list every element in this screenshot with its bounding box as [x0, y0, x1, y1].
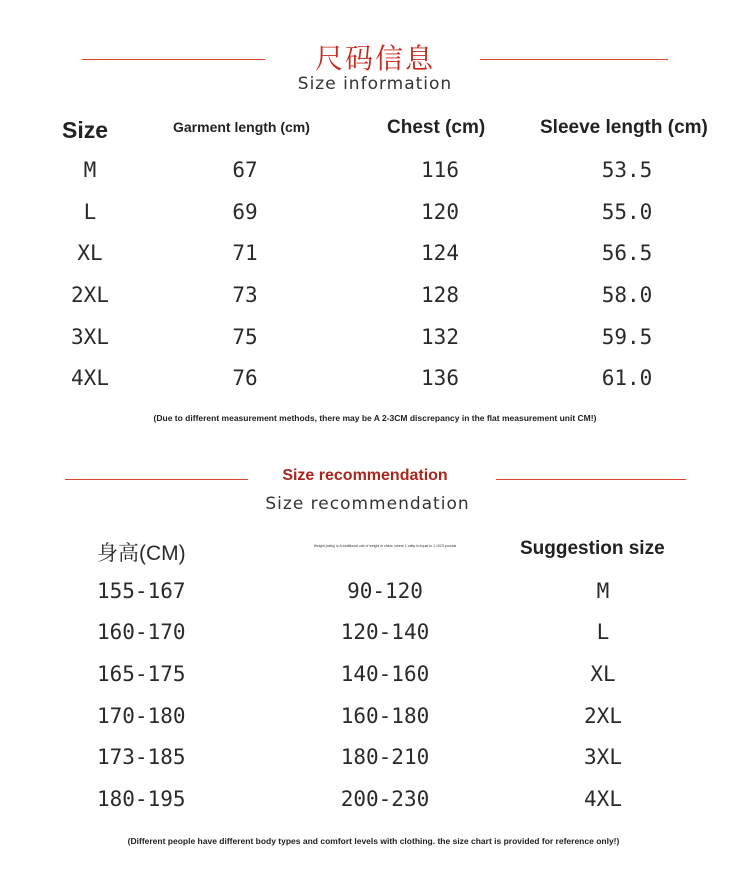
table-row-chest: 132 [421, 325, 459, 349]
header-suggestion-size: Suggestion size [520, 538, 665, 559]
table-row-chest: 116 [421, 158, 459, 182]
table-row-sleeve: 58.0 [601, 283, 653, 307]
header-garment-length: Garment length (cm) [173, 119, 310, 135]
header-height: 身高(CM) [97, 542, 186, 565]
table-row-length: 71 [232, 241, 258, 265]
table-row-sleeve: 56.5 [601, 241, 653, 265]
size-rec-title: Size recommendation [282, 467, 448, 484]
header-chest: Chest (cm) [387, 117, 486, 138]
measurement-note: (Due to different measurement methods, there may be A 2-3CM discrepancy in the flat measurement unit CM!) [153, 413, 597, 423]
table-row-sleeve: 53.5 [601, 158, 653, 182]
table-row-sleeve: 59.5 [601, 325, 653, 349]
table-row-size: M [83, 158, 97, 182]
reference-note: (Different people have different body types and comfort levels with clothing. the size chart is provided for reference only!) [127, 836, 620, 846]
table-row-size: XL [77, 241, 103, 265]
table-row-suggestion: 3XL [584, 745, 622, 769]
table-row-suggestion: M [596, 579, 610, 603]
table-row-weight: 160-180 [340, 704, 430, 728]
table-row-weight: 200-230 [340, 787, 430, 811]
table-row-suggestion: 4XL [584, 787, 622, 811]
table-row-size: L [83, 200, 97, 224]
table-row-length: 69 [232, 200, 258, 224]
table-row-suggestion: XL [590, 662, 616, 686]
table-row-weight: 180-210 [340, 745, 430, 769]
table-row-height: 155-167 [97, 579, 186, 603]
table-row-chest: 128 [421, 283, 459, 307]
table-row-height: 173-185 [97, 745, 186, 769]
table-row-chest: 136 [421, 366, 459, 390]
table-row-weight: 90-120 [347, 579, 423, 603]
table-row-height: 165-175 [97, 662, 186, 686]
table-row-size: 4XL [71, 366, 109, 390]
table-row-chest: 124 [421, 241, 459, 265]
table-row-suggestion: 2XL [584, 704, 622, 728]
size-rec-subtitle: Size recommendation [265, 494, 470, 514]
header-weight: Weight (catty) is A traditional unit of weight in china, where 1 catty is equal to 1.1023 pounds [313, 544, 457, 548]
table-row-length: 67 [232, 158, 258, 182]
table-row-length: 75 [232, 325, 258, 349]
table-row-height: 170-180 [97, 704, 186, 728]
table-row-sleeve: 55.0 [601, 200, 653, 224]
size-info-subtitle: Size information [297, 74, 453, 94]
table-row-height: 160-170 [97, 620, 186, 644]
table-row-weight: 120-140 [340, 620, 430, 644]
table-row-sleeve: 61.0 [601, 366, 653, 390]
table-row-size: 2XL [71, 283, 109, 307]
header-sleeve-length: Sleeve length (cm) [540, 117, 708, 138]
table-row-height: 180-195 [97, 787, 186, 811]
table-row-weight: 140-160 [340, 662, 430, 686]
header-size: Size [62, 117, 109, 143]
table-row-length: 76 [232, 366, 258, 390]
table-row-size: 3XL [71, 325, 109, 349]
table-row-suggestion: L [596, 620, 610, 644]
table-row-chest: 120 [421, 200, 459, 224]
table-row-length: 73 [232, 283, 258, 307]
size-info-title-cn: 尺码信息 [314, 43, 435, 74]
